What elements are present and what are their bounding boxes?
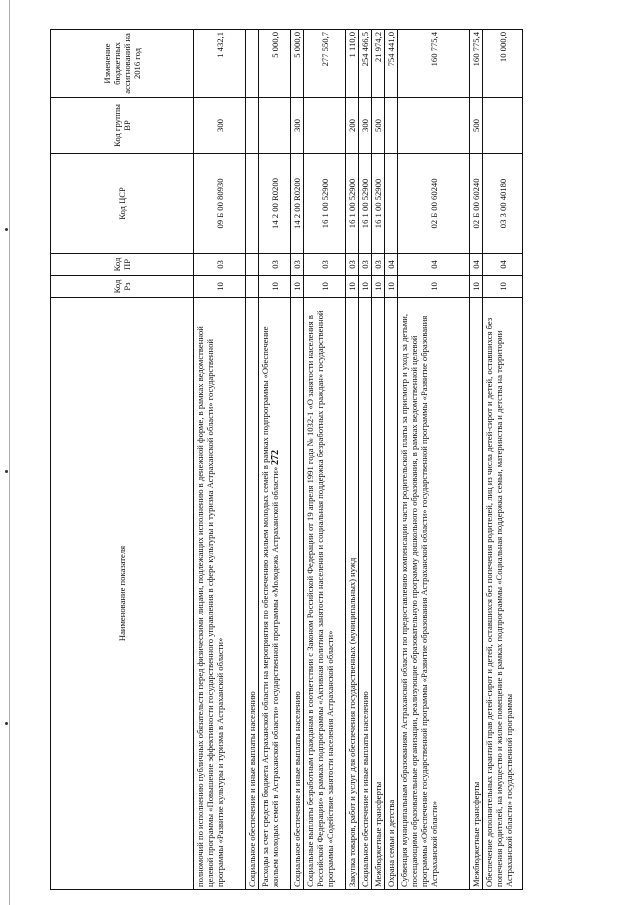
cell-pr: 03 bbox=[359, 254, 372, 276]
cell-pr: 03 bbox=[291, 254, 304, 276]
cell-rz: 10 bbox=[372, 276, 385, 298]
cell-pr: 03 bbox=[259, 254, 291, 276]
header-name: Наименование показателя bbox=[51, 298, 194, 890]
cell-pr: 03 bbox=[346, 254, 359, 276]
table-row bbox=[470, 30, 483, 890]
header-rz: Код Рз bbox=[51, 276, 194, 298]
cell-csr: 09 Б 00 80930 bbox=[194, 154, 246, 254]
cell-csr: 14 2 00 R0200 bbox=[259, 154, 291, 254]
table-row bbox=[291, 30, 304, 890]
cell-name: Обеспечение дополнительных гарантий прав детей-сирот и детей, оставшихся без попечения родителей, лиц из числа детей-сирот и детей, оставшихся без попечения родителей, на имущество и жилое помещение в рамках подпрограммы «Социальная поддержка семьи, материнства и детства на территории Астраханской области» государственной программы bbox=[483, 298, 523, 890]
table-row bbox=[385, 30, 398, 890]
cell-name: Субвенция муниципальным образованиям Астраханской области по предоставлению компенсации части родительской платы за присмотр и уход за детьми, посещающими образовательные организации, реализующие образовательную программу дошкольного образования, в рамках ведомственной целевой программы «Обеспечение государственной программы «Развитие образования Астраханской области» государственной программы «Развитие образования Астраханской области» bbox=[398, 298, 470, 890]
cell-pr: 04 bbox=[385, 254, 398, 276]
cell-name: Социальные выплаты безработным гражданам в соответствии с Законом Российской Федерации от 19 апреля 1991 года № 1032-1 «О занятости населения в Российской Федерации» в рамках подпрограммы «Активная политика занятости населения и социальная поддержка безработных граждан» государственной программы «Содействие занятости населения Астраханской области» bbox=[304, 298, 346, 890]
cell-name: Закупка товаров, работ и услуг для обеспечения государственных (муниципальных) нужд bbox=[346, 298, 359, 890]
cell-pr: 04 bbox=[398, 254, 470, 276]
header-csr: Код ЦСР bbox=[51, 154, 194, 254]
cell-pr bbox=[246, 254, 259, 276]
cell-csr: 16 1 00 52900 bbox=[304, 154, 346, 254]
cell-csr: 16 1 00 52900 bbox=[346, 154, 359, 254]
cell-csr bbox=[385, 154, 398, 254]
cell-rz: 10 bbox=[398, 276, 470, 298]
cell-name: полномочий по исполнению публичных обязательств перед физическими лицами, подлежащих исполнению в денежной форме, в рамках ведомственной целевой программы «Повышение эффективности государственного управления в сфере культуры и туризма Астраханской области» государственной программы «Развитие культуры и туризма в Астраханской области» bbox=[194, 298, 246, 890]
cell-csr: 16 1 00 52900 bbox=[359, 154, 372, 254]
cell-vr bbox=[246, 98, 259, 154]
binder-hole-mark bbox=[5, 470, 8, 473]
cell-rz: 10 bbox=[291, 276, 304, 298]
table-row bbox=[246, 30, 259, 890]
cell-amount: 1 110,0 bbox=[346, 30, 359, 98]
cell-name: Охрана семьи и детства bbox=[385, 298, 398, 890]
header-pr: Код ПР bbox=[51, 254, 194, 276]
cell-csr: 02 Б 00 60240 bbox=[398, 154, 470, 254]
page-number: 272 bbox=[270, 450, 281, 465]
cell-amount: 160 775,4 bbox=[398, 30, 470, 98]
binder-hole-mark bbox=[5, 722, 8, 725]
cell-vr: 500 bbox=[372, 98, 385, 154]
cell-amount: 5 000,0 bbox=[291, 30, 304, 98]
cell-amount bbox=[246, 30, 259, 98]
header-vr: Код группы ВР bbox=[51, 98, 194, 154]
table-row bbox=[483, 30, 523, 890]
cell-rz: 10 bbox=[346, 276, 359, 298]
table-row bbox=[359, 30, 372, 890]
cell-amount: 10 000,0 bbox=[483, 30, 523, 98]
cell-vr bbox=[259, 98, 291, 154]
cell-csr: 14 2 00 R0200 bbox=[291, 154, 304, 254]
cell-amount: 254 466,5 bbox=[359, 30, 372, 98]
cell-amount: 5 000,0 bbox=[259, 30, 291, 98]
cell-rz bbox=[246, 276, 259, 298]
cell-pr: 03 bbox=[194, 254, 246, 276]
cell-amount: 277 550,7 bbox=[304, 30, 346, 98]
cell-vr: 300 bbox=[359, 98, 372, 154]
cell-name: Межбюджетные трансферты bbox=[372, 298, 385, 890]
cell-rz: 10 bbox=[259, 276, 291, 298]
budget-table bbox=[50, 29, 523, 890]
cell-pr: 04 bbox=[470, 254, 483, 276]
cell-name: Социальное обеспечение и иные выплаты населению bbox=[359, 298, 372, 890]
table-body bbox=[194, 30, 523, 890]
cell-name: Социальное обеспечение и иные выплаты населению bbox=[246, 298, 259, 890]
cell-vr bbox=[385, 98, 398, 154]
table-row bbox=[259, 30, 291, 890]
table-row bbox=[346, 30, 359, 890]
cell-amount: 754 441,0 bbox=[385, 30, 398, 98]
cell-amount: 160 775,4 bbox=[470, 30, 483, 98]
cell-csr bbox=[246, 154, 259, 254]
cell-csr: 02 Б 00 60240 bbox=[470, 154, 483, 254]
cell-vr bbox=[483, 98, 523, 154]
cell-amount: 21 974,2 bbox=[372, 30, 385, 98]
cell-vr: 300 bbox=[291, 98, 304, 154]
cell-name: Расходы за счет средств бюджета Астраханской области на мероприятия по обеспечению жильем молодых семей в рамках подпрограммы «Обеспечение жильем молодых семей в Астраханской области» государственной программы «Молодежь Астраханской области» bbox=[259, 298, 291, 890]
cell-rz: 10 bbox=[470, 276, 483, 298]
table-row bbox=[372, 30, 385, 890]
table-row bbox=[398, 30, 470, 890]
cell-vr: 200 bbox=[346, 98, 359, 154]
table-row bbox=[194, 30, 246, 890]
scan-edge-line bbox=[9, 0, 10, 905]
cell-csr: 16 1 00 52900 bbox=[372, 154, 385, 254]
rotated-page-content bbox=[50, 30, 585, 890]
table-row bbox=[304, 30, 346, 890]
cell-rz: 10 bbox=[359, 276, 372, 298]
cell-rz: 10 bbox=[194, 276, 246, 298]
cell-pr: 03 bbox=[372, 254, 385, 276]
cell-pr: 04 bbox=[483, 254, 523, 276]
cell-rz: 10 bbox=[385, 276, 398, 298]
cell-pr: 03 bbox=[304, 254, 346, 276]
cell-name: Межбюджетные трансферты bbox=[470, 298, 483, 890]
binder-hole-mark bbox=[5, 228, 8, 231]
cell-amount: 1 432,1 bbox=[194, 30, 246, 98]
header-amount: Изменение бюджетных ассигнований на 2016 год bbox=[51, 30, 194, 98]
cell-vr bbox=[398, 98, 470, 154]
cell-vr bbox=[304, 98, 346, 154]
cell-name: Социальное обеспечение и иные выплаты населению bbox=[291, 298, 304, 890]
cell-csr: 03 3 00 40180 bbox=[483, 154, 523, 254]
table-header-row bbox=[51, 30, 194, 890]
cell-vr: 300 bbox=[194, 98, 246, 154]
cell-vr: 500 bbox=[470, 98, 483, 154]
cell-rz: 10 bbox=[483, 276, 523, 298]
cell-rz: 10 bbox=[304, 276, 346, 298]
